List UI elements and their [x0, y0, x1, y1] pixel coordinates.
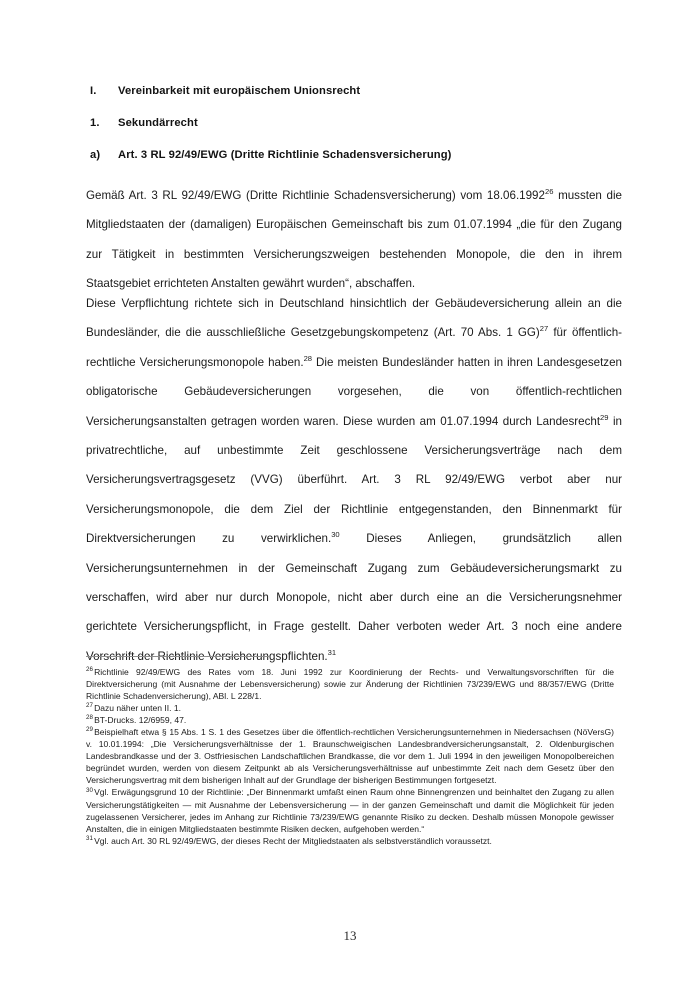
- footnote-reference[interactable]: 31: [327, 648, 337, 658]
- heading-text: Vereinbarkeit mit europäischem Unionsrecht: [118, 85, 361, 97]
- heading-text: Art. 3 RL 92/49/EWG (Dritte Richtlinie Schadensversicherung): [118, 149, 452, 161]
- heading-marker: I.: [90, 85, 97, 97]
- footnote-item: $^{28}$BT-Drucks. 12/6959, 47.: [86, 714, 187, 726]
- footnote-item: $^{31}$Vgl. auch Art. 30 RL 92/49/EWG, der dieses Recht der Mitgliedstaaten als selbstverständlich voraussetzt.: [86, 834, 492, 846]
- body-paragraph: Gemäß Art. 3 RL 92/49/EWG (Dritte Richtlinie Schadensversicherung) vom 18.06.1992$^{26}$ mussten die Mitgliedstaaten der (damaligen) Europäischen Gemeinschaft bis zum 01.07.1994 „die für den Zugang zur Tätigkeit in bestimmten Versicherungszweigen bestehenden Monopole, die den in ihrem Staatsgebiet errichteten Anstalten gewährt wurden“, abschaffen.: [86, 187, 623, 291]
- footnote-reference[interactable]: 28: [303, 353, 313, 363]
- footnote-separator-rule: [86, 656, 271, 657]
- heading-section-roman: [90, 84, 638, 99]
- heading-section-number: [90, 116, 638, 131]
- heading-marker: a): [90, 149, 101, 161]
- heading-section-letter: [90, 148, 638, 163]
- footnote-reference[interactable]: 26: [544, 187, 554, 197]
- footnote-item: $^{30}$Vgl. Erwägungsgrund 10 der Richtlinie: „Der Binnenmarkt umfaßt einen Raum ohne Binnengrenzen und beinhaltet den Zugang zu allen Versicherungstätigkeiten — mit Ausnahme der Lebensversicherung — in der ganzen Gemeinschaft und damit die Möglichkeit für jeden zugelassenen Versicherer, jedes im Anhang zur Richtlinie 73/239/EWG genannte Risiko zu decken. Deshalb müssen Monopole gewisser Anstalten, die in einigen Mitgliedstaaten bestimmte Risiken decken, aufgehoben werden.“: [86, 786, 614, 834]
- footnote-number: 29: [86, 726, 93, 734]
- footnote-reference[interactable]: 27: [539, 324, 549, 334]
- footnote-list: [86, 666, 614, 847]
- footnote-reference[interactable]: 29: [600, 412, 609, 422]
- body-paragraph: Diese Verpflichtung richtete sich in Deutschland hinsichtlich der Gebäudeversicherung allein an die Bundesländer, die die ausschließliche Gesetzgebungskompetenz (Art. 70 Abs. 1 GG)$^{27}$ für öffentlich-rechtliche Versicherungsmonopole haben.$^{28}$ Die meisten Bundesländer hatten in ihren Landesgesetzen obligatorische Gebäudeversicherungen vorgesehen, die von öffentlich-rechtlichen Versicherungsanstalten getragen worden waren. Diese wurden am 01.07.1994 durch Landesrecht$^{29}$ in privatrechtliche, auf unbestimmte Zeit geschlossene Versicherungsverträge nach dem Versicherungsvertragsgesetz (VVG) überführt. Art. 3 RL 92/49/EWG verbot aber nur Versicherungsmonopole, die dem Ziel der Richtlinie entgegenstanden, den Binnenmarkt für Direktversicherungen zu verwirklichen.$^{30}$ Dieses Anliegen, grundsätzlich allen Versicherungsunternehmen in der Gemeinschaft Zugang zum Gebäudeversicherungsmarkt zu verschaffen, wird aber nur durch Monopole, nicht aber durch eine an die Versicherungsnehmer gerichtete Versicherungspflicht, in Frage gestellt. Daher verboten weder Art. 3 noch eine andere Vorschrift der Richtlinie Versicherungspflichten.$^{31}$: [86, 297, 623, 663]
- footnote-item: $^{27}$Dazu näher unten II. 1.: [86, 702, 182, 714]
- footnote-number: 30: [86, 786, 93, 794]
- footnote-number: 31: [86, 834, 93, 842]
- footnote-number: 27: [86, 702, 93, 710]
- footnote-item: $^{26}$Richtlinie 92/49/EWG des Rates vom 18. Juni 1992 zur Koordinierung der Rechts- und Verwaltungsvorschriften für die Direktversicherung (mit Ausnahme der Lebensversicherung) sowie zur Änderung der Richtlinien 73/239/EWG und 88/357/EWG (Dritte Richtlinie Schadenversicherung), ABl. L 228/1.: [86, 666, 614, 702]
- page-number: 13: [343, 928, 357, 943]
- heading-marker: 1.: [90, 117, 100, 129]
- footnote-number: 28: [86, 714, 93, 722]
- footnote-number: 26: [86, 666, 93, 674]
- footnote-item: $^{29}$Beispielhaft etwa § 15 Abs. 1 S. 1 des Gesetzes über die öffentlich-rechtlichen Versicherungsunternehmen in Niedersachsen (NöVersG) v. 10.01.1994: „Die Versicherungsverhältnisse der 1. Braunschweigischen Landesbrandversicherungsanstalt, 2. Oldenburgischen Landesbrandkasse und der 3. Ostfriesischen Landschaftlichen Brandkasse, die vor dem 1. Juli 1994 in den jeweiligen Monopolbereichen begründet wurden, werden von diesem Zeitpunkt ab als Versicherungsverhältnisse auf unbestimmte Zeit nach dem Gesetz über den Versicherungsvertrag mit dem bisherigen Inhalt auf der Grundlage der bisherigen Bestimmungen fortgesetzt.: [86, 726, 614, 786]
- footnote-reference[interactable]: 30: [331, 530, 340, 540]
- heading-text: Sekundärrecht: [118, 117, 198, 129]
